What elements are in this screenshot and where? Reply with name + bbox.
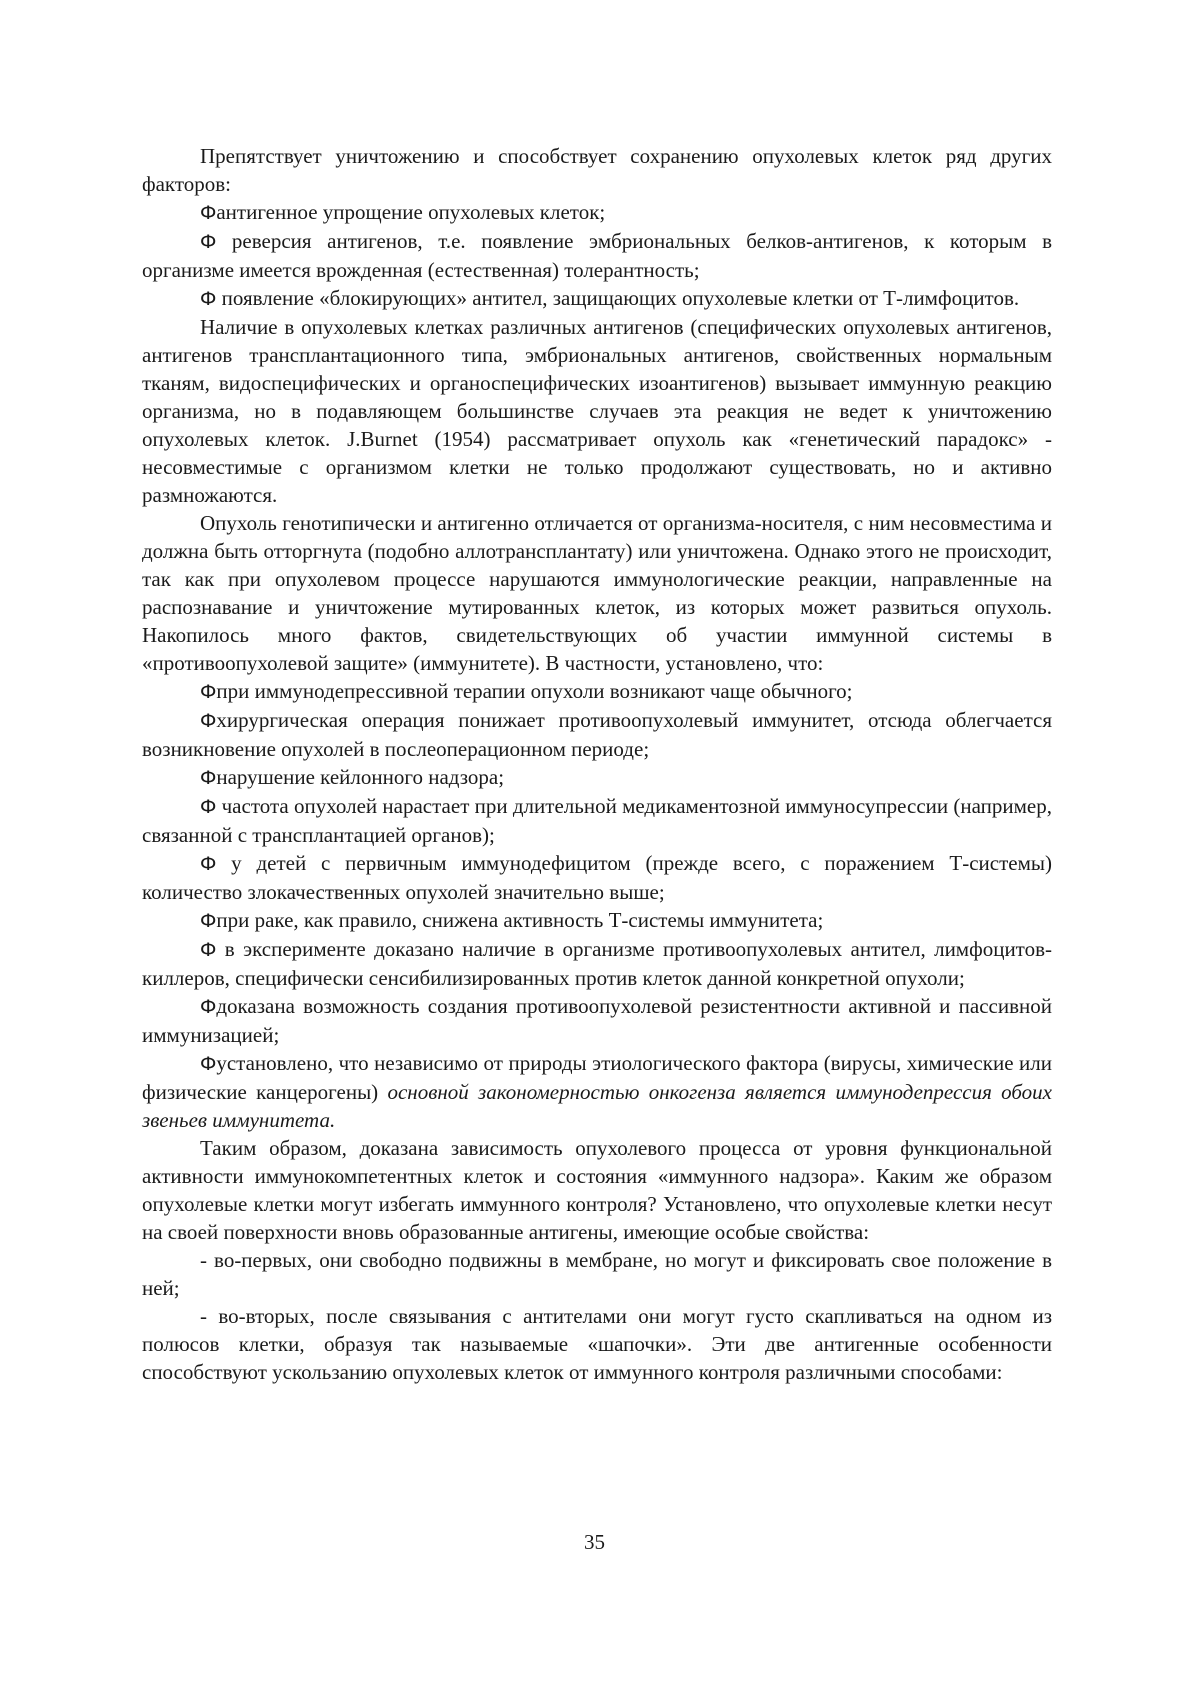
paragraph-text: Препятствует уничтожению и способствует сохранению опухолевых клеток ряд других факторов: [142, 144, 1052, 196]
paragraph-text: доказана возможность создания противоопухолевой резистентности активной и пассивной иммунизацией; [142, 994, 1052, 1047]
paragraph-text: Опухоль генотипически и антигенно отличается от организма-носителя, с ним несовместима и должна быть отторгнута (подобно аллотрансплантату) или уничтожена. Однако этого не происходит, так как при опухолевом процессе нарушаются иммунологические реакции, направленные на распознавание и уничтожение мутированных клеток, из которых может развиться опухоль. Накопилось много фактов, свидетельствующих об участии иммунной системы в «противоопухолевой защите» (иммунитете). В частности, установлено, что: [142, 511, 1052, 675]
paragraph-text: установлено, что независимо от природы этиологического фактора (вирусы, химические или физические канцерогены) [142, 1051, 1052, 1104]
paragraph-text: нарушение кейлонного надзора; [216, 765, 505, 789]
bullet-item [142, 906, 1052, 935]
bullet-marker: Ф [200, 767, 217, 789]
paragraph-text: при раке, как правило, снижена активность Т-системы иммунитета; [216, 908, 824, 932]
bullet-marker: Ф [200, 681, 217, 703]
paragraph [142, 509, 1052, 677]
bullet-item [142, 992, 1052, 1049]
paragraph-text: Таким образом, доказана зависимость опухолевого процесса от уровня функциональной активности иммунокомпетентных клеток и состояния «иммунного надзора». Каким же образом опухолевые клетки могут избегать иммунного контроля? Установлено, что опухолевые клетки несут на своей поверхности вновь образованные антигены, имеющие особые свойства: [142, 1136, 1052, 1244]
paragraph-text: антигенное упрощение опухолевых клеток; [216, 200, 606, 224]
paragraph-text: появление «блокирующих» антител, защищающих опухолевые клетки от Т-лимфоцитов. [216, 286, 1020, 310]
bullet-item [142, 792, 1052, 849]
bullet-marker: Ф [200, 910, 217, 932]
bullet-marker: Ф [200, 853, 217, 875]
paragraph-text: частота опухолей нарастает при длительной медикаментозной иммуносупрессии (например, связанной с трансплантацией органов); [142, 794, 1052, 847]
bullet-marker: Ф [200, 231, 217, 253]
emphasized-text: основной закономерностью онкогенза является иммунодепрессия обоих звеньев иммунитета. [142, 1080, 1052, 1132]
paragraph [142, 1134, 1052, 1246]
bullet-item [142, 677, 1052, 706]
bullet-item [142, 1049, 1052, 1134]
bullet-item [142, 763, 1052, 792]
bullet-marker: Ф [200, 996, 217, 1018]
bullet-marker: Ф [200, 796, 217, 818]
bullet-marker: Ф [200, 288, 217, 310]
paragraph [142, 1302, 1052, 1386]
page-number: 35 [584, 1530, 605, 1554]
paragraph-text: - во-первых, они свободно подвижны в мембране, но могут и фиксировать свое положение в ней; [142, 1248, 1052, 1300]
paragraph-text: Наличие в опухолевых клетках различных антигенов (специфических опухолевых антигенов, антигенов трансплантационного типа, эмбриональных антигенов, свойственных нормальным тканям, видоспецифических и органоспецифических изоантигенов) вызывает иммунную реакцию организма, но в подавляющем большинстве случаев эта реакция не ведет к уничтожению опухолевых клеток. J.Burnet (1954) рассматривает опухоль как «генетический парадокс» - несовместимые с организмом клетки не только продолжают существовать, но и активно размножаются. [142, 315, 1052, 507]
bullet-item [142, 227, 1052, 284]
bullet-item [142, 935, 1052, 992]
bullet-item [142, 284, 1052, 313]
bullet-marker: Ф [200, 202, 217, 224]
bullet-item [142, 198, 1052, 227]
paragraph-text: хирургическая операция понижает противоопухолевый иммунитет, отсюда облегчается возникновение опухолей в послеоперационном периоде; [142, 708, 1052, 761]
bullet-marker: Ф [200, 1053, 217, 1075]
bullet-marker: Ф [200, 710, 217, 732]
bullet-item [142, 706, 1052, 763]
paragraph-text: при иммунодепрессивной терапии опухоли возникают чаще обычного; [216, 679, 853, 703]
bullet-item [142, 849, 1052, 906]
paragraph [142, 1246, 1052, 1302]
bullet-marker: Ф [200, 939, 217, 961]
paragraph-text: реверсия антигенов, т.е. появление эмбриональных белков-антигенов, к которым в организме имеется врожденная (естественная) толерантность; [142, 229, 1052, 282]
paragraph [142, 142, 1052, 198]
paragraph-text: у детей с первичным иммунодефицитом (прежде всего, с поражением Т-системы) количество злокачественных опухолей значительно выше; [142, 851, 1052, 904]
paragraph [142, 313, 1052, 509]
paragraph-text: в эксперименте доказано наличие в организме противоопухолевых антител, лимфоцитов-киллеров, специфически сенсибилизированных против клеток данной конкретной опухоли; [142, 937, 1052, 990]
body-text [142, 142, 1052, 1386]
paragraph-text: - во-вторых, после связывания с антителами они могут густо скапливаться на одном из полюсов клетки, образуя так называемые «шапочки». Эти две антигенные особенности способствуют ускользанию опухолевых клеток от иммунного контроля различными способами: [142, 1304, 1052, 1384]
